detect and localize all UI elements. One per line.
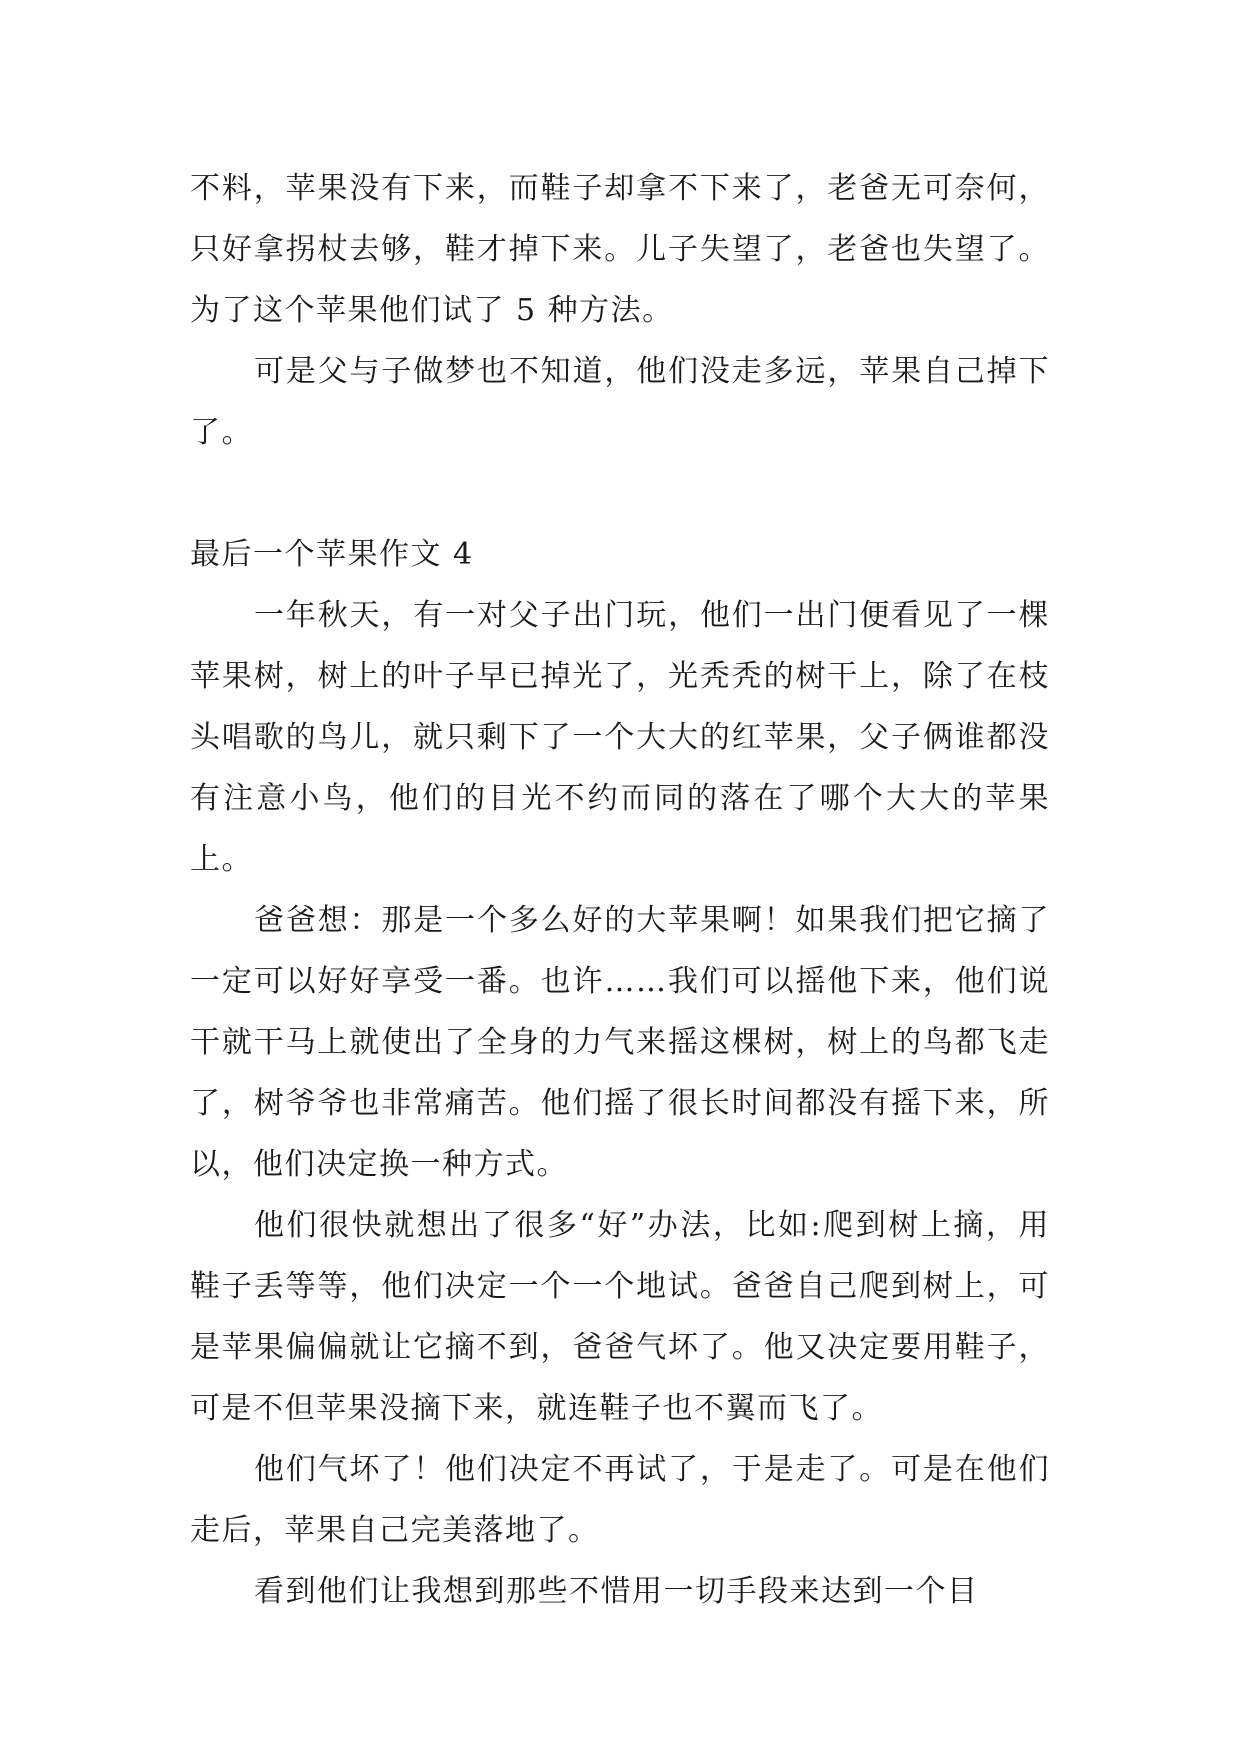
paragraph: 爸爸想：那是一个多么好的大苹果啊！如果我们把它摘了一定可以好好享受一番。也许……我们可以摇他下来，他们说干就干马上就使出了全身的力气来摇这棵树，树上的鸟都飞走了，树爷爷也非常痛苦。他们摇了很长时间都没有摇下来，所以，他们决定换一种方式。 xyxy=(190,903,1050,1182)
paragraph: 他们很快就想出了很多“好”办法，比如:爬到树上摘，用鞋子丢等等，他们决定一个一个地试。爸爸自己爬到树上，可是苹果偏偏就让它摘不到，爸爸气坏了。他又决定要用鞋子，可是不但苹果没摘下来，就连鞋子也不翼而飞了。 xyxy=(190,1208,1050,1426)
document-body xyxy=(190,158,1050,1622)
paragraph: 可是父与子做梦也不知道，他们没走多远，苹果自己掉下了。 xyxy=(190,354,1050,450)
paragraph: 看到他们让我想到那些不惜用一切手段来达到一个目 xyxy=(254,1574,979,1609)
paragraph-continued: 不料，苹果没有下来，而鞋子却拿不下来了，老爸无可奈何，只好拿拐杖去够，鞋才掉下来。儿子失望了，老爸也失望了。为了这个苹果他们试了 5 种方法。 xyxy=(190,171,1050,328)
paragraph: 他们气坏了！他们决定不再试了，于是走了。可是在他们走后，苹果自己完美落地了。 xyxy=(190,1452,1050,1548)
section-heading: 最后一个苹果作文 4 xyxy=(190,537,474,572)
paragraph: 一年秋天，有一对父子出门玩，他们一出门便看见了一棵苹果树，树上的叶子早已掉光了，光秃秃的树干上，除了在枝头唱歌的鸟儿，就只剩下了一个大大的红苹果，父子俩谁都没有注意小鸟，他们的目光不约而同的落在了哪个大大的苹果上。 xyxy=(190,598,1050,877)
